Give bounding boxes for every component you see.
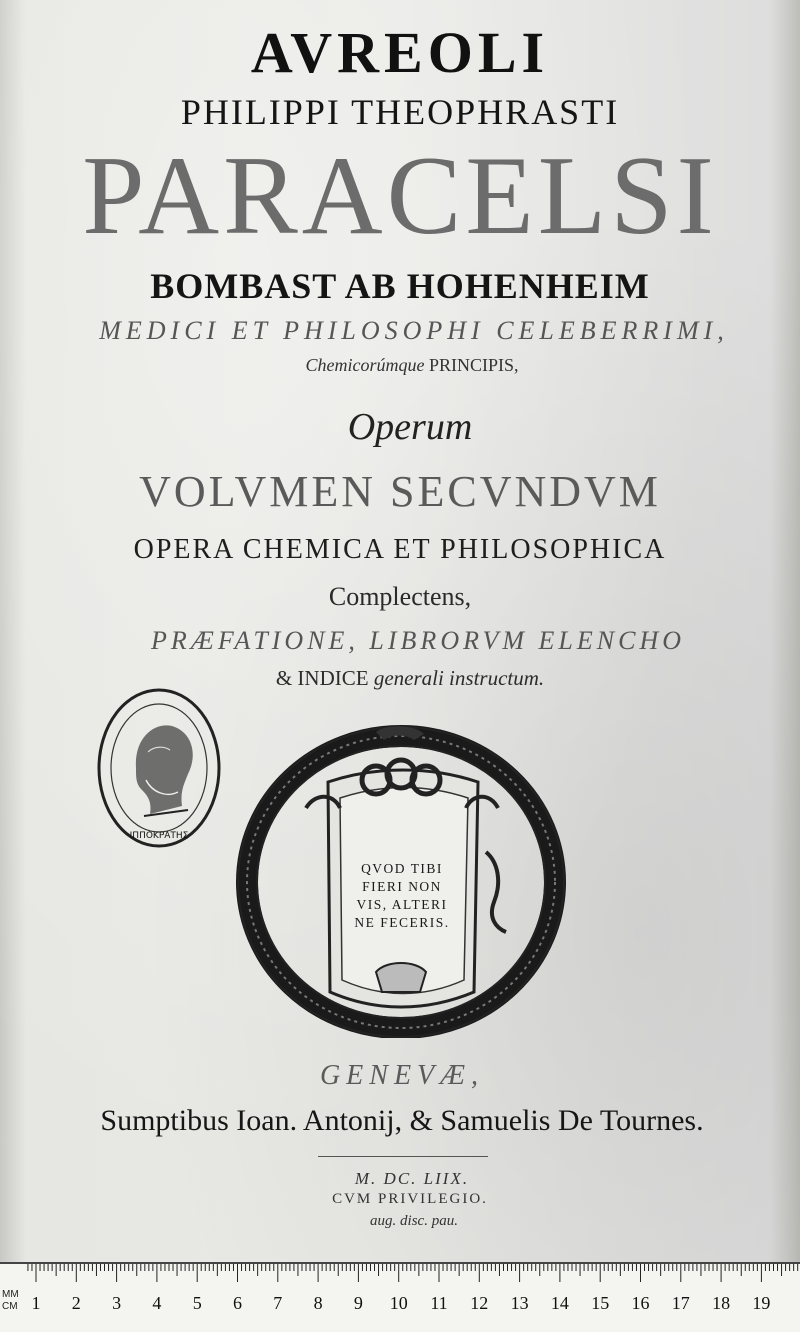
ruler-number: 7 [273, 1293, 283, 1313]
ruler-number: 8 [313, 1293, 323, 1313]
author-origin: BOMBAST AB HOHENHEIM [150, 266, 650, 306]
work-operum: Operum [347, 406, 473, 448]
contents-line: PRÆFATIONE, LIBRORVM ELENCHO [150, 626, 686, 655]
author-first-name: AVREOLI [250, 20, 550, 85]
ruler-number: 16 [631, 1293, 650, 1313]
ruler-unit-mm: MM [2, 1289, 19, 1300]
ruler-number: 18 [712, 1293, 731, 1313]
motto-line: QVOD TIBI [361, 861, 443, 876]
measuring-ruler [0, 1262, 800, 1332]
index-italic: generali instructum. [373, 666, 545, 690]
motto-line: NE FECERIS. [354, 914, 450, 930]
author-title-caps: PRINCIPIS, [428, 355, 519, 375]
ruler-number: 17 [671, 1293, 690, 1313]
ruler-number: 15 [591, 1293, 610, 1313]
motto-line: FIERI NON [362, 878, 442, 894]
ruler-number: 5 [192, 1293, 202, 1313]
stamp-label: ΙΠΠΟΚΡΑΤΗΣ [129, 831, 189, 841]
ruler-number: 11 [430, 1293, 448, 1313]
complectens-line: Complectens, [328, 582, 472, 611]
index-ampersand: & [275, 666, 293, 690]
library-stamp [96, 688, 226, 866]
author-description: MEDICI ET PHILOSOPHI CELEBERRIMI, [99, 316, 729, 345]
ruler-number: 10 [389, 1293, 408, 1313]
author-surname: PARACELSI [82, 134, 718, 258]
imprint-rule [318, 1156, 488, 1157]
ruler-number: 13 [510, 1293, 529, 1313]
index-caps: INDICE [297, 666, 369, 690]
ruler-number: 2 [71, 1293, 81, 1313]
author-title-italic: Chemicorúmque [305, 355, 425, 375]
ruler-number: 6 [233, 1293, 242, 1313]
emblem-motto [330, 860, 474, 932]
ruler-number: 12 [470, 1293, 489, 1313]
volume-subtitle: OPERA CHEMICA ET PHILOSOPHICA [133, 534, 667, 565]
imprint-privilege: CVM PRIVILEGIO. [332, 1191, 488, 1207]
ruler-number: 9 [353, 1293, 363, 1313]
ruler-number: 4 [152, 1293, 162, 1313]
ruler-number: 1 [31, 1293, 41, 1313]
index-line [10, 668, 800, 689]
ruler-number: 14 [550, 1293, 569, 1313]
motto-line: VIS, ALTERI [356, 896, 448, 912]
volume-title: VOLVMEN SECVNDVM [139, 467, 661, 516]
handwritten-note: aug. disc. pau. [370, 1213, 458, 1229]
author-title-line [12, 356, 800, 374]
imprint-publisher: Sumptibus Ioan. Antonij, & Samuelis De Tournes. [100, 1104, 704, 1137]
ruler-number: 19 [752, 1293, 771, 1313]
imprint-place: GENEVÆ, [319, 1060, 485, 1091]
ruler-number: 3 [112, 1293, 122, 1313]
imprint-year: M. DC. LIIX. [354, 1169, 470, 1188]
author-middle-names: PHILIPPI THEOPHRASTI [180, 92, 620, 132]
ruler-unit-cm: CM [2, 1301, 18, 1312]
